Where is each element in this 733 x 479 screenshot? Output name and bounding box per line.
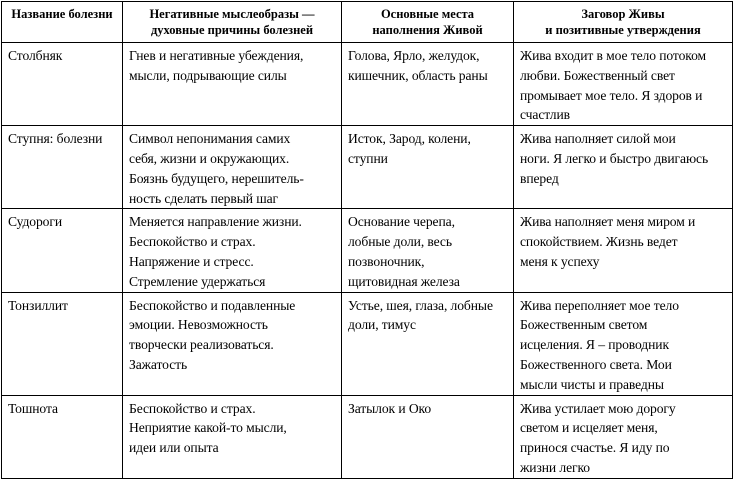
affirmation-cell: Жива устилает мою дорогу светом и исцеляет меня, принося счастье. Я иду по жизни легко — [514, 395, 733, 478]
header-affirmations: Заговор Живы и позитивные утверждения — [514, 2, 733, 43]
disease-name-cell: Судороги — [2, 209, 123, 292]
causes-cell: Символ непонимания самих себя, жизни и окружающих. Боязнь будущего, нерешитель- ность сделать первый шаг — [123, 126, 342, 209]
causes-cell: Беспокойство и страх. Неприятие какой-то мысли, идеи или опыта — [123, 395, 342, 478]
places-cell: Исток, Зарод, колени, ступни — [342, 126, 514, 209]
table-row — [2, 395, 733, 478]
header-disease-name: Название болезни — [2, 2, 123, 43]
causes-cell: Гнев и негативные убеждения, мысли, подрывающие силы — [123, 43, 342, 126]
causes-cell: Меняется направление жизни. Беспокойство и страх. Напряжение и стресс. Стремление удержаться — [123, 209, 342, 292]
places-cell: Голова, Ярло, желудок, кишечник, область раны — [342, 43, 514, 126]
affirmation-cell: Жива наполняет силой мои ноги. Я легко и быстро двигаюсь вперед — [514, 126, 733, 209]
disease-name-cell: Тонзиллит — [2, 292, 123, 395]
affirmation-cell: Жива наполняет меня миром и спокойствием. Жизнь ведет меня к успеху — [514, 209, 733, 292]
table-row — [2, 209, 733, 292]
causes-cell: Беспокойство и подавленные эмоции. Невозможность творчески реализоваться. Зажатость — [123, 292, 342, 395]
affirmation-cell: Жива переполняет мое тело Божественным светом исцеления. Я – проводник Божественного света. Мои мысли чисты и праведны — [514, 292, 733, 395]
places-cell: Основание черепа, лобные доли, весь позвоночник, щитовидная железа — [342, 209, 514, 292]
table-row — [2, 43, 733, 126]
places-cell: Устье, шея, глаза, лобные доли, тимус — [342, 292, 514, 395]
disease-name-cell: Столбняк — [2, 43, 123, 126]
table-row — [2, 292, 733, 395]
diseases-table — [1, 1, 733, 479]
header-filling-places: Основные места наполнения Живой — [342, 2, 514, 43]
places-cell: Затылок и Око — [342, 395, 514, 478]
disease-name-cell: Тошнота — [2, 395, 123, 478]
table-header-row — [2, 2, 733, 43]
affirmation-cell: Жива входит в мое тело потоком любви. Божественный свет промывает мое тело. Я здоров и счастлив — [514, 43, 733, 126]
disease-name-cell: Ступня: болезни — [2, 126, 123, 209]
table-row — [2, 126, 733, 209]
header-negative-thoughts: Негативные мыслеобразы — духовные причины болезней — [123, 2, 342, 43]
